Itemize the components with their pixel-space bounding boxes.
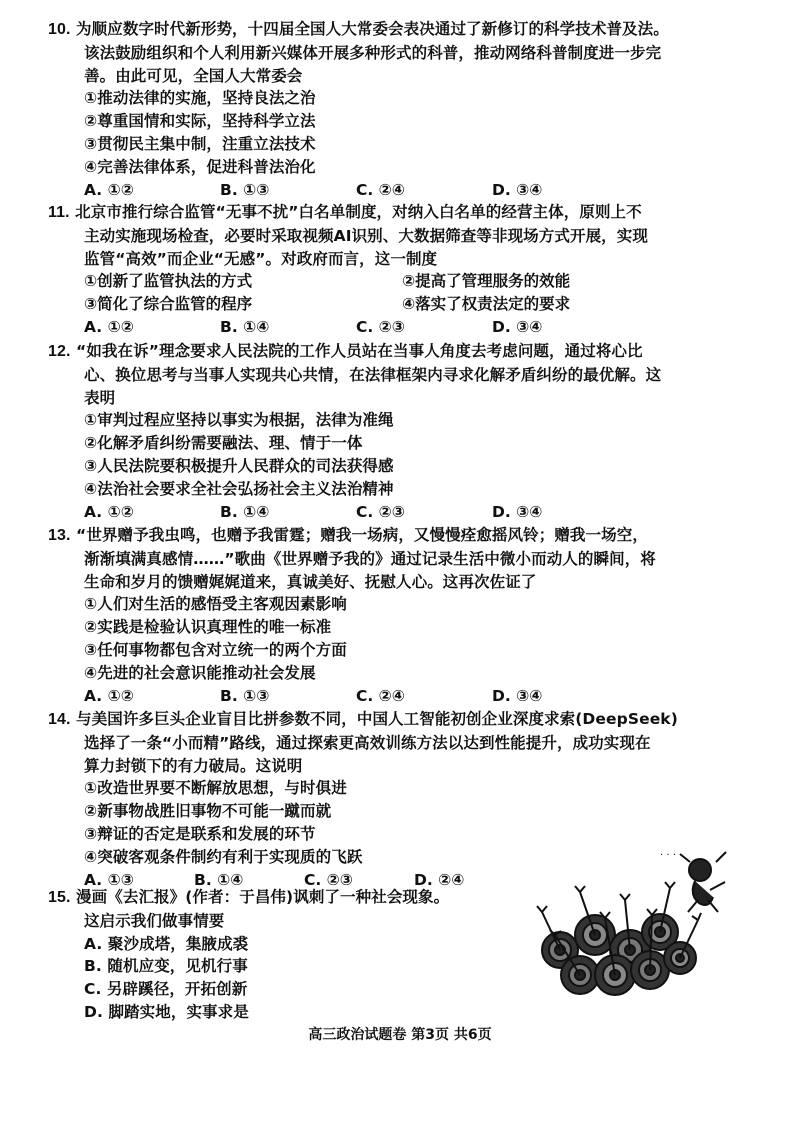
choice-c: C. ②④ [356, 180, 405, 199]
question-number: 15. [48, 889, 71, 906]
choice-d: D. ②④ [414, 870, 465, 889]
question-15 [48, 886, 518, 1024]
statement: ②提高了管理服务的效能 [402, 272, 571, 291]
statement: ④落实了权责法定的要求 [402, 295, 571, 314]
question-stem-line: 善。由此可见，全国人大常委会 [84, 66, 303, 85]
question-12 [48, 340, 748, 523]
statement: ③人民法院要积极提升人民群众的司法获得感 [84, 456, 394, 475]
question-number: 11. [48, 204, 70, 221]
statement: ①推动法律的实施，坚持良法之治 [84, 89, 316, 108]
statement: ①人们对生活的感悟受主客观因素影响 [84, 595, 347, 614]
statement: ③任何事物都包含对立统一的两个方面 [84, 640, 347, 659]
choice-d: D. ③④ [492, 317, 543, 336]
option-c: C. 另辟蹊径，开拓创新 [84, 980, 248, 999]
choice-c: C. ②③ [356, 502, 405, 521]
question-number: 12. [48, 343, 71, 360]
question-number: 14. [48, 711, 71, 728]
statement: ③辩证的否定是联系和发展的环节 [84, 824, 316, 843]
statement: ①创新了监管执法的方式 [84, 272, 253, 291]
running-person-icon [680, 852, 726, 912]
question-stem-line: 表明 [84, 388, 116, 407]
choice-a: A. ①② [84, 502, 134, 521]
question-stem-line: 漫画《去汇报》(作者：于昌伟)讽刺了一种社会现象。 [76, 888, 450, 906]
question-stem-line: 算力封锁下的有力破局。这说明 [84, 756, 303, 775]
statement: ③贯彻民主集中制，注重立法技术 [84, 134, 316, 153]
statement: ④完善法律体系，促进科普法治化 [84, 157, 316, 176]
answer-choices [58, 179, 748, 202]
question-13 [48, 524, 748, 707]
question-number: 13. [48, 527, 71, 544]
statement: ②化解矛盾纠纷需要融法、理、情于一体 [84, 434, 363, 453]
choice-a: A. ①③ [84, 870, 134, 889]
answer-choices [58, 501, 748, 524]
statement-row [58, 293, 748, 316]
choice-b: B. ①④ [220, 317, 270, 336]
answer-choices [58, 316, 748, 339]
choice-d: D. ③④ [492, 502, 543, 521]
question-stem-line: 主动实施现场检查，必要时采取视频AI识别、大数据筛查等非现场方式开展，实现 [84, 226, 648, 245]
question-stem-line: 渐渐填满真感情……”歌曲《世界赠予我的》通过记录生活中微小而动人的瞬间，将 [84, 549, 656, 568]
archer-cartoon-icon [520, 840, 750, 1005]
choice-a: A. ①② [84, 686, 134, 705]
question-stem-line: 为顺应数字时代新形势，十四届全国人大常委会表决通过了新修订的科学技术普及法。 [76, 20, 669, 38]
question-stem-line: “如我在诉”理念要求人民法院的工作人员站在当事人角度去考虑问题，通过将心比 [76, 342, 643, 360]
question-number: 10. [48, 21, 71, 38]
statement: ④先进的社会意识能推动社会发展 [84, 663, 316, 682]
choice-d: D. ③④ [492, 180, 543, 199]
option-d: D. 脚踏实地，实事求是 [84, 1002, 249, 1021]
question-stem-line: 与美国许多巨头企业盲目比拼参数不同，中国人工智能初创企业深度求索(DeepSeek) [76, 710, 678, 728]
choice-a: A. ①② [84, 317, 134, 336]
question-stem-line: 生命和岁月的馈赠娓娓道来，真诚美好、抚慰人心。这再次佐证了 [84, 572, 537, 591]
choice-b: B. ①③ [220, 686, 270, 705]
question-10 [48, 18, 748, 201]
choice-c: C. ②③ [356, 317, 405, 336]
page-footer: 高三政治试题卷 第3页 共6页 [308, 1027, 492, 1043]
statement: ②尊重国情和实际，坚持科学立法 [84, 112, 316, 131]
statement: ①改造世界要不断解放思想，与时俱进 [84, 779, 347, 798]
choice-b: B. ①④ [194, 870, 244, 889]
choice-b: B. ①④ [220, 502, 270, 521]
statement: ①审判过程应坚持以事实为根据，法律为准绳 [84, 411, 394, 430]
statement: ④突破客观条件制约有利于实现质的飞跃 [84, 847, 363, 866]
statement-row [58, 270, 748, 293]
question-stem-line: 北京市推行综合监管“无事不扰”白名单制度，对纳入白名单的经营主体，原则上不 [75, 203, 642, 221]
question-stem-line: 这启示我们做事情要 [84, 911, 225, 930]
statement: ②实践是检验认识真理性的唯一标准 [84, 618, 332, 637]
choice-a: A. ①② [84, 180, 134, 199]
choice-d: D. ③④ [492, 686, 543, 705]
question-stem-line: 该法鼓励组织和个人利用新兴媒体开展多种形式的科普，推动网络科普制度进一步完 [84, 43, 662, 62]
choice-b: B. ①③ [220, 180, 270, 199]
option-b: B. 随机应变，见机行事 [84, 957, 248, 976]
statement: ④法治社会要求全社会弘扬社会主义法治精神 [84, 479, 394, 498]
statement: ③简化了综合监管的程序 [84, 295, 253, 314]
question-stem-line: “世界赠予我虫鸣，也赠予我雷霆；赠我一场病，又慢慢痊愈摇风铃；赠我一场空， [76, 526, 648, 544]
question-stem-line: 监管“高效”而企业“无感”。对政府而言，这一制度 [84, 249, 438, 268]
choice-c: C. ②③ [304, 870, 353, 889]
cartoon-caption-mark: · · · [660, 850, 676, 861]
question-stem-line: 心、换位思考与当事人实现共心共情，在法律框架内寻求化解矛盾纠纷的最优解。这 [84, 365, 662, 384]
question-11 [48, 201, 748, 339]
answer-choices [58, 685, 748, 708]
choice-c: C. ②④ [356, 686, 405, 705]
question-stem-line: 选择了一条“小而精”路线，通过探索更高效训练方法以达到性能提升，成功实现在 [84, 733, 651, 752]
statement: ②新事物战胜旧事物不可能一蹴而就 [84, 802, 332, 821]
option-a: A. 聚沙成塔，集腋成裘 [84, 934, 249, 953]
